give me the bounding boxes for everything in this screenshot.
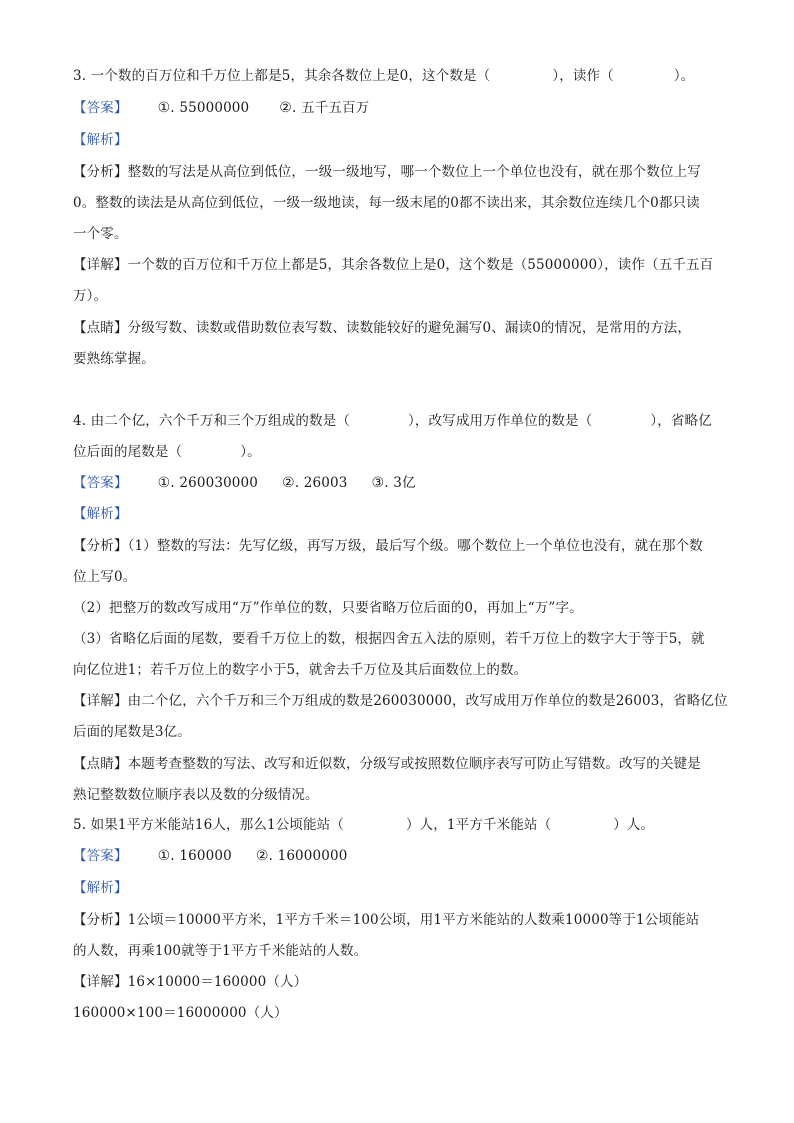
q3-question: 3. 一个数的百万位和千万位上都是5，其余各数位上是0，这个数是（ ），读作（ ）。 bbox=[73, 68, 695, 84]
q5-question: 5. 如果1平方米能站16人，那么1公顷能站（ ）人，1平方千米能站（ ）人。 bbox=[73, 817, 655, 833]
q3-dianjing: 【点睛】分级写数、读数或借助数位表写数、读数能较好的避免漏写0、漏读0的情况，是常用的方法， bbox=[73, 320, 692, 336]
q4-fenxi: 【分析】（1）整数的写法：先写亿级，再写万级，最后写个级。哪个数位上一个单位也没有，就在那个数 bbox=[73, 538, 703, 554]
q5-xiangjie-line2: 160000×100＝16000000（人） bbox=[73, 1005, 288, 1021]
q4-dianjing-line2: 熟记整数数位顺序表以及数的分级情况。 bbox=[73, 787, 319, 803]
q4-question-line2: 位后面的尾数是（ ）。 bbox=[73, 444, 261, 460]
q3-fenxi-line3: 一个零。 bbox=[73, 226, 128, 242]
q4-xiangjie-line2: 后面的尾数是3亿。 bbox=[73, 724, 191, 740]
q5-fenxi-line2: 的人数，再乘100就等于1平方千米能站的人数。 bbox=[73, 943, 368, 959]
q4-answer: 【答案】 ①. 260030000 ②. 26003 ③. 3亿 bbox=[73, 475, 416, 491]
q4-fenxi-line3: （2）把整万的数改写成用“万”作单位的数，只要省略万位后面的0，再加上“万”字。 bbox=[73, 600, 583, 616]
q5-analysis-heading: 【解析】 bbox=[73, 880, 128, 896]
q4-xiangjie: 【详解】由二个亿，六个千万和三个万组成的数是260030000，改写成用万作单位的数是26003，省略亿位 bbox=[73, 693, 728, 709]
q5-answer: 【答案】 ①. 160000 ②. 16000000 bbox=[73, 848, 348, 864]
q3-xiangjie: 【详解】一个数的百万位和千万位上都是5，其余各数位上是0，这个数是（55000000），读作（五千五百 bbox=[73, 257, 714, 273]
q4-dianjing: 【点睛】本题考查整数的写法、改写和近似数，分级写或按照数位顺序表写可防止写错数。改写的关键是 bbox=[73, 756, 701, 772]
q5-fenxi: 【分析】1公顷＝10000平方米，1平方千米＝100公顷，用1平方米能站的人数乘10000等于1公顷能站 bbox=[73, 912, 700, 928]
q3-analysis-heading: 【解析】 bbox=[73, 132, 128, 148]
q4-analysis-heading: 【解析】 bbox=[73, 506, 128, 522]
q5-xiangjie: 【详解】16×10000＝160000（人） bbox=[73, 974, 308, 990]
q3-fenxi-line2: 0。整数的读法是从高位到低位，一级一级地读，每一级末尾的0都不读出来，其余数位连续几个0都只读 bbox=[73, 195, 700, 211]
q4-fenxi-line4: （3）省略亿后面的尾数，要看千万位上的数，根据四舍五入法的原则，若千万位上的数字大于等于5，就 bbox=[73, 631, 705, 647]
q4-fenxi-line2: 位上写0。 bbox=[73, 569, 137, 585]
answer-tag: 【答案】 bbox=[73, 100, 128, 116]
q3-fenxi: 【分析】整数的写法是从高位到低位，一级一级地写，哪一个数位上一个单位也没有，就在那个数位上写 bbox=[73, 164, 701, 180]
q3-dianjing-line2: 要熟练掌握。 bbox=[73, 351, 155, 367]
answer-tag: 【答案】 bbox=[73, 475, 128, 491]
q4-question: 4. 由二个亿，六个千万和三个万组成的数是（ ），改写成用万作单位的数是（ ），省略亿 bbox=[73, 413, 712, 429]
q4-fenxi-line5: 向亿位进1；若千万位上的数字小于5，就舍去千万位及其后面数位上的数。 bbox=[73, 662, 528, 678]
q3-xiangjie-line2: 万）。 bbox=[73, 288, 108, 304]
q3-answer: 【答案】 ①. 55000000 ②. 五千五百万 bbox=[73, 100, 370, 116]
answer-tag: 【答案】 bbox=[73, 848, 128, 864]
